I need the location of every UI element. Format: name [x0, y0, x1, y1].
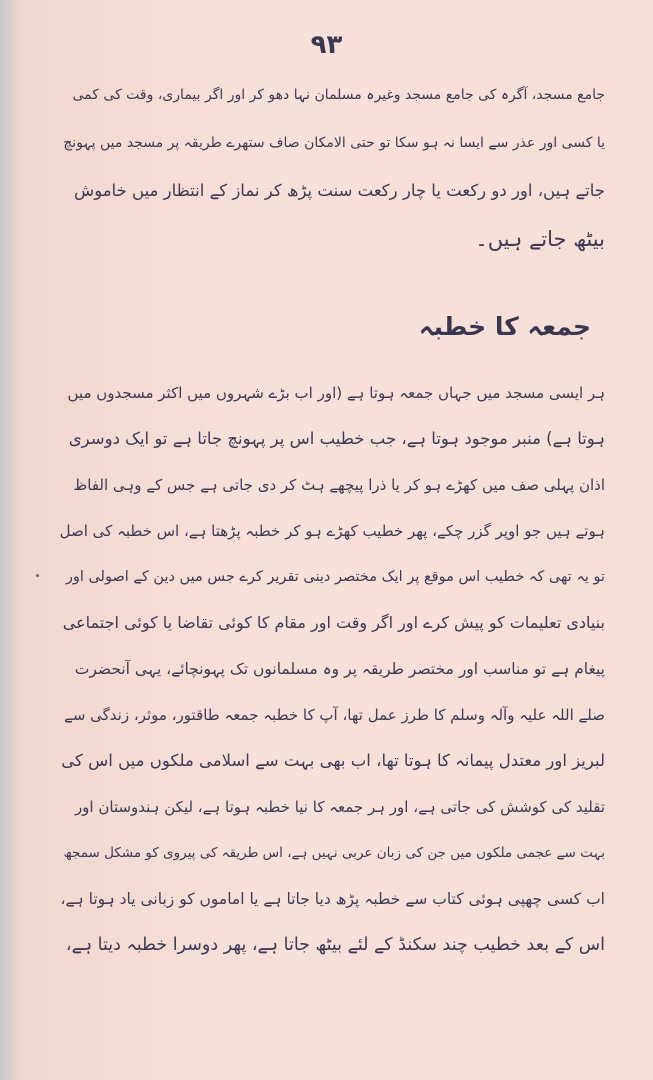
text-line: اس کے بعد خطیب چند سکنڈ کے لئے بیٹھ جاتا ہے، پھر دوسرا خطبہ دیتا ہے، [65, 935, 605, 955]
text-line: لبریز اور معتدل پیمانہ کا ہوتا تھا، اب بھی بہت سے اسلامی ملکوں میں اس کی [61, 751, 605, 770]
text-line: پیغام ہے تو مناسب اور مختصر طریقہ پر وہ مسلمانوں تک پہونچائے، یہی آنحضرت [74, 660, 605, 678]
text-line: تو یہ تھی کہ خطیب اس موقع پر ایک مختصر دینی تقریر کرے جس میں دین کے اصولی اور [65, 569, 605, 585]
page-edge-shadow [0, 0, 22, 1080]
text-line: ہوتا ہے) منبر موجود ہوتا ہے، جب خطیب اس پر پہونچ جاتا ہے تو ایک دوسری [68, 429, 605, 448]
text-line: صلے اللہ علیہ وآلہ وسلم کا طرز عمل تھا، آپ کا خطبہ جمعہ طاقتور، موثر، زندگی سے [64, 706, 605, 724]
text-line: ہر ایسی مسجد میں جہاں جمعہ ہوتا ہے (اور اب بڑے شہروں میں اکثر مسجدوں میں [67, 384, 605, 402]
page-number: ۹۳ [310, 30, 343, 60]
text-line: جاتے ہیں، اور دو رکعت یا چار رکعت سنت پڑھ کر نماز کے انتظار میں خاموش [74, 181, 605, 200]
section-heading: جمعہ کا خطبہ [418, 312, 591, 341]
text-line: بنیادی تعلیمات کو پیش کرے اور اگر وقت اور مقام کا کوئی تقاضا یا کوئی اجتماعی [62, 613, 605, 632]
paper-speck [36, 574, 39, 577]
text-line: یا کسی اور عذر سے ایسا نہ ہو سکا تو حتی الامکان صاف ستھرے طریقہ پر مسجد میں پہونچ [63, 135, 605, 151]
text-line: ہوتے ہیں جو اوپر گزر چکے، پھر خطیب کھڑے ہو کر خطبہ پڑھتا ہے، اس خطبہ کی اصل [59, 522, 605, 540]
text-line: جامع مسجد، آگرہ کی جامع مسجد وغیرہ مسلمان نہا دھو کر اور اگر بیماری، وقت کی کمی [72, 87, 605, 103]
text-line: بہت سے عجمی ملکوں میں جن کی زبان عربی نہیں ہے، اس طریقہ کی پیروی کو مشکل سمجھ [63, 845, 605, 861]
text-line: اب کسی چھپی ہوئی کتاب سے خطبہ پڑھ دیا جاتا ہے یا اماموں کو زبانی یاد ہوتا ہے، [60, 890, 605, 908]
text-line: بیٹھ جاتے ہیں۔ [475, 227, 605, 251]
text-line: تقلید کی کوشش کی جاتی ہے، اور ہر جمعہ کا نیا خطبہ ہوتا ہے، لیکن ہندوستان اور [74, 798, 605, 816]
text-line: اذان پہلی صف میں کھڑے ہو کر یا ذرا پیچھے ہٹ کر دی جاتی ہے جس کے وہی الفاظ [73, 476, 605, 494]
